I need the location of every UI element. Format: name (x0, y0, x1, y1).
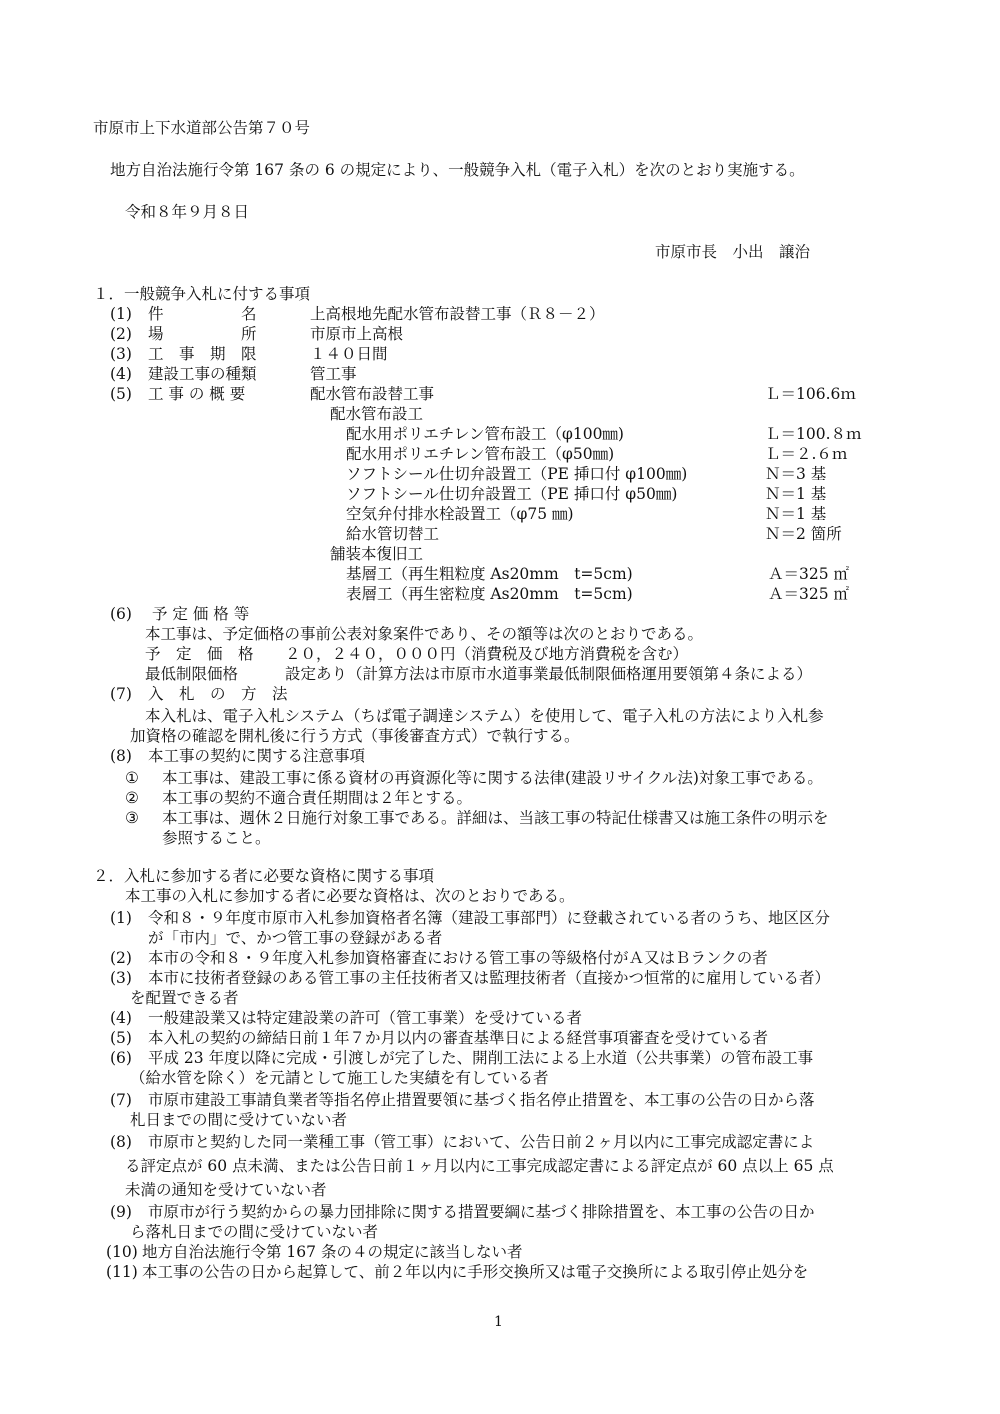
price-intro: 本工事は、予定価格の事前公表対象案件であり、その額等は次のとおりである。 (145, 625, 704, 643)
qual-text: 市原市と契約した同一業種工事（管工事）において、公告日前２ヶ月以内に工事完成認定書によ (148, 1133, 815, 1151)
qual-number: (6) (110, 1049, 132, 1067)
item-label: 工 事 期 限 (148, 345, 257, 363)
qual-text: （給水管を除く）を元請として施工した実績を有している者 (130, 1069, 549, 1087)
item-label: 建設工事の種類 (148, 365, 257, 383)
section1-heading: １．一般競争入札に付する事項 (93, 285, 311, 303)
qual-number: (10) (106, 1243, 138, 1261)
overview-qty: Ｌ＝100.８ｍ (765, 425, 862, 443)
qual-text: 令和８・９年度市原市入札参加資格者名簿（建設工事部門）に登載されている者のうち、地区区分 (148, 909, 831, 927)
overview-qty: Ｎ＝2 箇所 (765, 525, 842, 543)
qual-text: 平成 23 年度以降に完成・引渡しが完了した、開削工法による上水道（公共事業）の管布設工事 (148, 1049, 814, 1067)
item-label: 場 所 (148, 325, 257, 343)
note-text: 本工事は、週休２日施行対象工事である。詳細は、当該工事の特記仕様書又は施工条件の明示を (162, 809, 829, 827)
note-mark: ② (125, 789, 139, 807)
item-label: 入 札 の 方 法 (148, 685, 288, 703)
qual-text: 市原市建設工事請負業者等指名停止措置要領に基づく指名停止措置を、本工事の公告の日から落 (148, 1091, 815, 1109)
item-label: 予 定 価 格 等 (152, 605, 250, 623)
qual-number: (3) (110, 969, 132, 987)
section2-lead: 本工事の入札に参加する者に必要な資格は、次のとおりである。 (125, 887, 575, 905)
item-number: (8) (110, 747, 132, 765)
qual-text: 札日までの間に受けていない者 (130, 1111, 348, 1129)
section2-heading: ２．入札に参加する者に必要な資格に関する事項 (93, 867, 435, 885)
overview-name: 表層工（再生密粒度 As20mm t=5cm) (346, 585, 633, 603)
qual-number: (11) (106, 1263, 138, 1281)
qual-text: 未満の通知を受けていない者 (125, 1181, 327, 1199)
qual-text: る評定点が 60 点未満、または公告日前１ヶ月以内に工事完成認定書による評定点が 60 点以上 65 点 (125, 1157, 834, 1175)
qual-text: 市原市が行う契約からの暴力団排除に関する措置要綱に基づく排除措置を、本工事の公告の日か (148, 1203, 815, 1221)
min-price-label: 最低制限価格 (145, 665, 239, 683)
item-value: 上高根地先配水管布設替工事（Ｒ８－２） (310, 305, 605, 323)
overview-name: 配水用ポリエチレン管布設工（φ100㎜) (346, 425, 624, 443)
overview-qty: Ａ＝325 ㎡ (768, 565, 850, 583)
notice-number: 市原市上下水道部公告第７０号 (93, 119, 311, 137)
signer: 市原市長 小出 譲治 (655, 243, 811, 261)
page-number: 1 (494, 1314, 503, 1330)
item-number: (7) (110, 685, 132, 703)
qual-text: を配置できる者 (130, 989, 239, 1007)
bid-method-text: 本入札は、電子入札システム（ちば電子調達システム）を使用して、電子入札の方法により入札参 (145, 707, 824, 725)
overview-name: 配水用ポリエチレン管布設工（φ50㎜) (346, 445, 615, 463)
intro-text: 地方自治法施行令第 167 条の 6 の規定により、一般競争入札（電子入札）を次のとおり実施する。 (110, 161, 805, 179)
min-price-value: 設定あり（計算方法は市原市水道事業最低制限価格運用要領第４条による） (285, 665, 813, 683)
qual-text: 地方自治法施行令第 167 条の４の規定に該当しない者 (142, 1243, 523, 1261)
price-label: 予 定 価 格 (145, 645, 254, 663)
note-mark: ① (125, 769, 139, 787)
item-number: (4) (110, 365, 132, 383)
price-value: ２０，２４０，０００円（消費税及び地方消費税を含む） (285, 645, 689, 663)
item-number: (1) (110, 305, 132, 323)
qual-number: (9) (110, 1203, 132, 1221)
qual-number: (7) (110, 1091, 132, 1109)
note-text: 本工事の契約不適合責任期間は２年とする。 (162, 789, 473, 807)
qual-number: (1) (110, 909, 132, 927)
item-value: 管工事 (310, 365, 357, 383)
note-text: 本工事は、建設工事に係る資材の再資源化等に関する法律(建設リサイクル法)対象工事である。 (162, 769, 823, 787)
item-label: 本工事の契約に関する注意事項 (148, 747, 366, 765)
item-number: (3) (110, 345, 132, 363)
qual-number: (4) (110, 1009, 132, 1027)
overview-name: 配水管布設工 (330, 405, 424, 423)
overview-qty: Ｎ＝1 基 (765, 505, 827, 523)
qual-text: が「市内」で、かつ管工事の登録がある者 (148, 929, 443, 947)
overview-name: 基層工（再生粗粒度 As20mm t=5cm) (346, 565, 633, 583)
item-label: 工 事 の 概 要 (148, 385, 246, 403)
notice-date: 令和８年９月８日 (125, 203, 250, 221)
qual-text: 本市の令和８・９年度入札参加資格審査における管工事の等級格付がＡ又はＢランクの者 (148, 949, 768, 967)
qual-text: ら落札日までの間に受けていない者 (130, 1223, 379, 1241)
qual-text: 本工事の公告の日から起算して、前２年以内に手形交換所又は電子交換所による取引停止処分を (142, 1263, 809, 1281)
overview-name: 空気弁付排水栓設置工（φ75 ㎜) (346, 505, 574, 523)
qual-number: (5) (110, 1029, 132, 1047)
qual-number: (8) (110, 1133, 132, 1151)
item-number: (2) (110, 325, 132, 343)
item-label: 件 名 (148, 305, 257, 323)
qual-number: (2) (110, 949, 132, 967)
item-value: 市原市上高根 (310, 325, 404, 343)
overview-name: 給水管切替工 (346, 525, 440, 543)
overview-qty: Ｌ＝２.６ｍ (765, 445, 848, 463)
item-value: １４０日間 (310, 345, 388, 363)
overview-qty: Ａ＝325 ㎡ (768, 585, 850, 603)
overview-name: ソフトシール仕切弁設置工（PE 挿口付 φ100㎜) (346, 465, 688, 483)
overview-qty: Ｌ＝106.6ｍ (765, 385, 856, 403)
note-text: 参照すること。 (162, 829, 271, 847)
bid-method-text: 加資格の確認を開札後に行う方式（事後審査方式）で執行する。 (130, 727, 580, 745)
qual-text: 一般建設業又は特定建設業の許可（管工事業）を受けている者 (148, 1009, 583, 1027)
qual-text: 本入札の契約の締結日前１年７か月以内の審査基準日による経営事項審査を受けている者 (148, 1029, 769, 1047)
overview-name: 配水管布設替工事 (310, 385, 435, 403)
overview-qty: Ｎ＝3 基 (765, 465, 827, 483)
item-number: (5) (110, 385, 132, 403)
overview-name: 舗装本復旧工 (330, 545, 424, 563)
qual-text: 本市に技術者登録のある管工事の主任技術者又は監理技術者（直接かつ恒常的に雇用している者） (148, 969, 831, 987)
note-mark: ③ (125, 809, 139, 827)
item-number: (6) (110, 605, 132, 623)
overview-name: ソフトシール仕切弁設置工（PE 挿口付 φ50㎜) (346, 485, 678, 503)
overview-qty: Ｎ＝1 基 (765, 485, 827, 503)
